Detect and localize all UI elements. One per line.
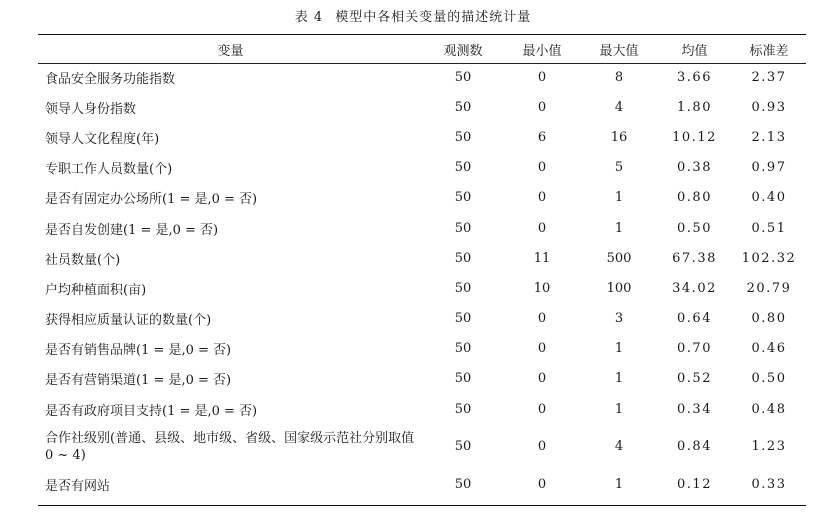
mean-cell: 0.84 (677, 439, 712, 455)
variable-cell: 领导人文化程度(年) (45, 131, 160, 147)
mean-cell: 0.70 (677, 341, 712, 357)
std-cell: 0.93 (751, 99, 787, 115)
min-cell: 0 (537, 99, 547, 115)
header-observations: 观测数 (443, 43, 483, 59)
observations-cell: 50 (454, 439, 472, 455)
observations-cell: 50 (454, 280, 472, 296)
std-cell: 102.32 (741, 250, 797, 266)
min-cell: 0 (537, 160, 547, 176)
max-cell: 1 (614, 371, 624, 387)
variable-cell: 领导人身份指数 (45, 101, 137, 117)
variable-cell: 是否有网站 (45, 478, 111, 494)
table-row (38, 122, 806, 152)
max-cell: 4 (614, 99, 624, 115)
header-min: 最小值 (522, 43, 562, 59)
table-row (38, 213, 806, 243)
mean-cell: 10.12 (672, 129, 717, 145)
table-title: 模型中各相关变量的描述统计量 (335, 10, 532, 25)
mean-cell: 0.12 (677, 476, 712, 492)
table-number: 表 4 (294, 10, 324, 25)
std-cell: 0.48 (751, 401, 787, 417)
table-row (38, 243, 806, 273)
std-cell: 2.13 (751, 129, 787, 145)
std-cell: 0.40 (751, 190, 787, 206)
std-cell: 0.51 (751, 220, 787, 236)
observations-cell: 50 (454, 129, 472, 145)
observations-cell: 50 (454, 476, 472, 492)
mean-cell: 0.80 (677, 190, 712, 206)
table-row (38, 469, 806, 499)
min-cell: 11 (533, 250, 551, 266)
mean-cell: 34.02 (672, 280, 717, 296)
mean-cell: 1.80 (677, 99, 712, 115)
std-cell: 20.79 (746, 280, 792, 296)
table-row (38, 304, 806, 334)
observations-cell: 50 (454, 401, 472, 417)
std-cell: 0.97 (751, 160, 787, 176)
min-cell: 0 (537, 439, 547, 455)
max-cell: 100 (606, 280, 632, 296)
std-cell: 0.80 (751, 311, 787, 327)
variable-cell: 食品安全服务功能指数 (45, 71, 176, 87)
mean-cell: 67.38 (672, 250, 717, 266)
max-cell: 8 (614, 69, 624, 85)
table-row (38, 273, 806, 303)
min-cell: 0 (537, 401, 547, 417)
max-cell: 1 (614, 190, 624, 206)
max-cell: 5 (614, 160, 624, 176)
descriptive-stats-table (38, 36, 806, 499)
variable-cell: 是否有销售品牌(1 = 是,0 = 否) (45, 343, 232, 359)
table-row (38, 153, 806, 183)
min-cell: 0 (537, 220, 547, 236)
min-cell: 0 (537, 190, 547, 206)
min-cell: 0 (537, 476, 547, 492)
table-row (38, 394, 806, 424)
header-variable: 变量 (217, 43, 244, 59)
table-row (38, 424, 806, 469)
observations-cell: 50 (454, 311, 472, 327)
header-std: 标准差 (749, 43, 789, 59)
std-cell: 2.37 (751, 69, 787, 85)
max-cell: 3 (614, 311, 624, 327)
std-cell: 0.46 (751, 341, 787, 357)
min-cell: 10 (533, 280, 551, 296)
observations-cell: 50 (454, 190, 472, 206)
max-cell: 1 (614, 476, 624, 492)
variable-cell: 户均种植面积(亩) (45, 282, 147, 298)
max-cell: 16 (610, 129, 628, 145)
table-row (38, 62, 806, 92)
header-max: 最大值 (599, 43, 639, 59)
max-cell: 4 (614, 439, 624, 455)
max-cell: 1 (614, 220, 624, 236)
mean-cell: 0.52 (677, 371, 712, 387)
variable-cell: 是否有固定办公场所(1 = 是,0 = 否) (45, 192, 258, 208)
top-rule (38, 34, 806, 35)
table-row (38, 334, 806, 364)
mean-cell: 0.38 (677, 160, 712, 176)
variable-cell: 获得相应质量认证的数量(个) (45, 313, 212, 329)
observations-cell: 50 (454, 99, 472, 115)
variable-cell: 合作社级别(普通、县级、地市级、省级、国家级示范社分别取值 0 ~ 4) (45, 430, 415, 463)
max-cell: 1 (614, 341, 624, 357)
min-cell: 6 (537, 129, 547, 145)
min-cell: 0 (537, 311, 547, 327)
std-cell: 1.23 (751, 439, 787, 455)
observations-cell: 50 (454, 371, 472, 387)
table-header-row (38, 36, 806, 62)
mean-cell: 0.64 (677, 311, 712, 327)
bottom-rule (38, 505, 806, 506)
min-cell: 0 (537, 341, 547, 357)
mean-cell: 0.50 (677, 220, 712, 236)
max-cell: 500 (606, 250, 632, 266)
max-cell: 1 (614, 401, 624, 417)
observations-cell: 50 (454, 250, 472, 266)
std-cell: 0.33 (751, 476, 787, 492)
std-cell: 0.50 (751, 371, 787, 387)
mean-cell: 0.34 (677, 401, 712, 417)
table-row (38, 92, 806, 122)
table-row (38, 364, 806, 394)
variable-cell: 是否有政府项目支持(1 = 是,0 = 否) (45, 403, 258, 419)
variable-cell: 是否有营销渠道(1 = 是,0 = 否) (45, 373, 232, 389)
observations-cell: 50 (454, 69, 472, 85)
observations-cell: 50 (454, 160, 472, 176)
min-cell: 0 (537, 69, 547, 85)
min-cell: 0 (537, 371, 547, 387)
mean-cell: 3.66 (677, 69, 712, 85)
variable-cell: 社员数量(个) (45, 252, 121, 268)
variable-cell: 专职工作人员数量(个) (45, 162, 173, 178)
observations-cell: 50 (454, 220, 472, 236)
variable-cell: 是否自发创建(1 = 是,0 = 否) (45, 222, 219, 238)
table-caption (0, 6, 826, 25)
observations-cell: 50 (454, 341, 472, 357)
table-row (38, 183, 806, 213)
header-mean: 均值 (681, 43, 708, 59)
